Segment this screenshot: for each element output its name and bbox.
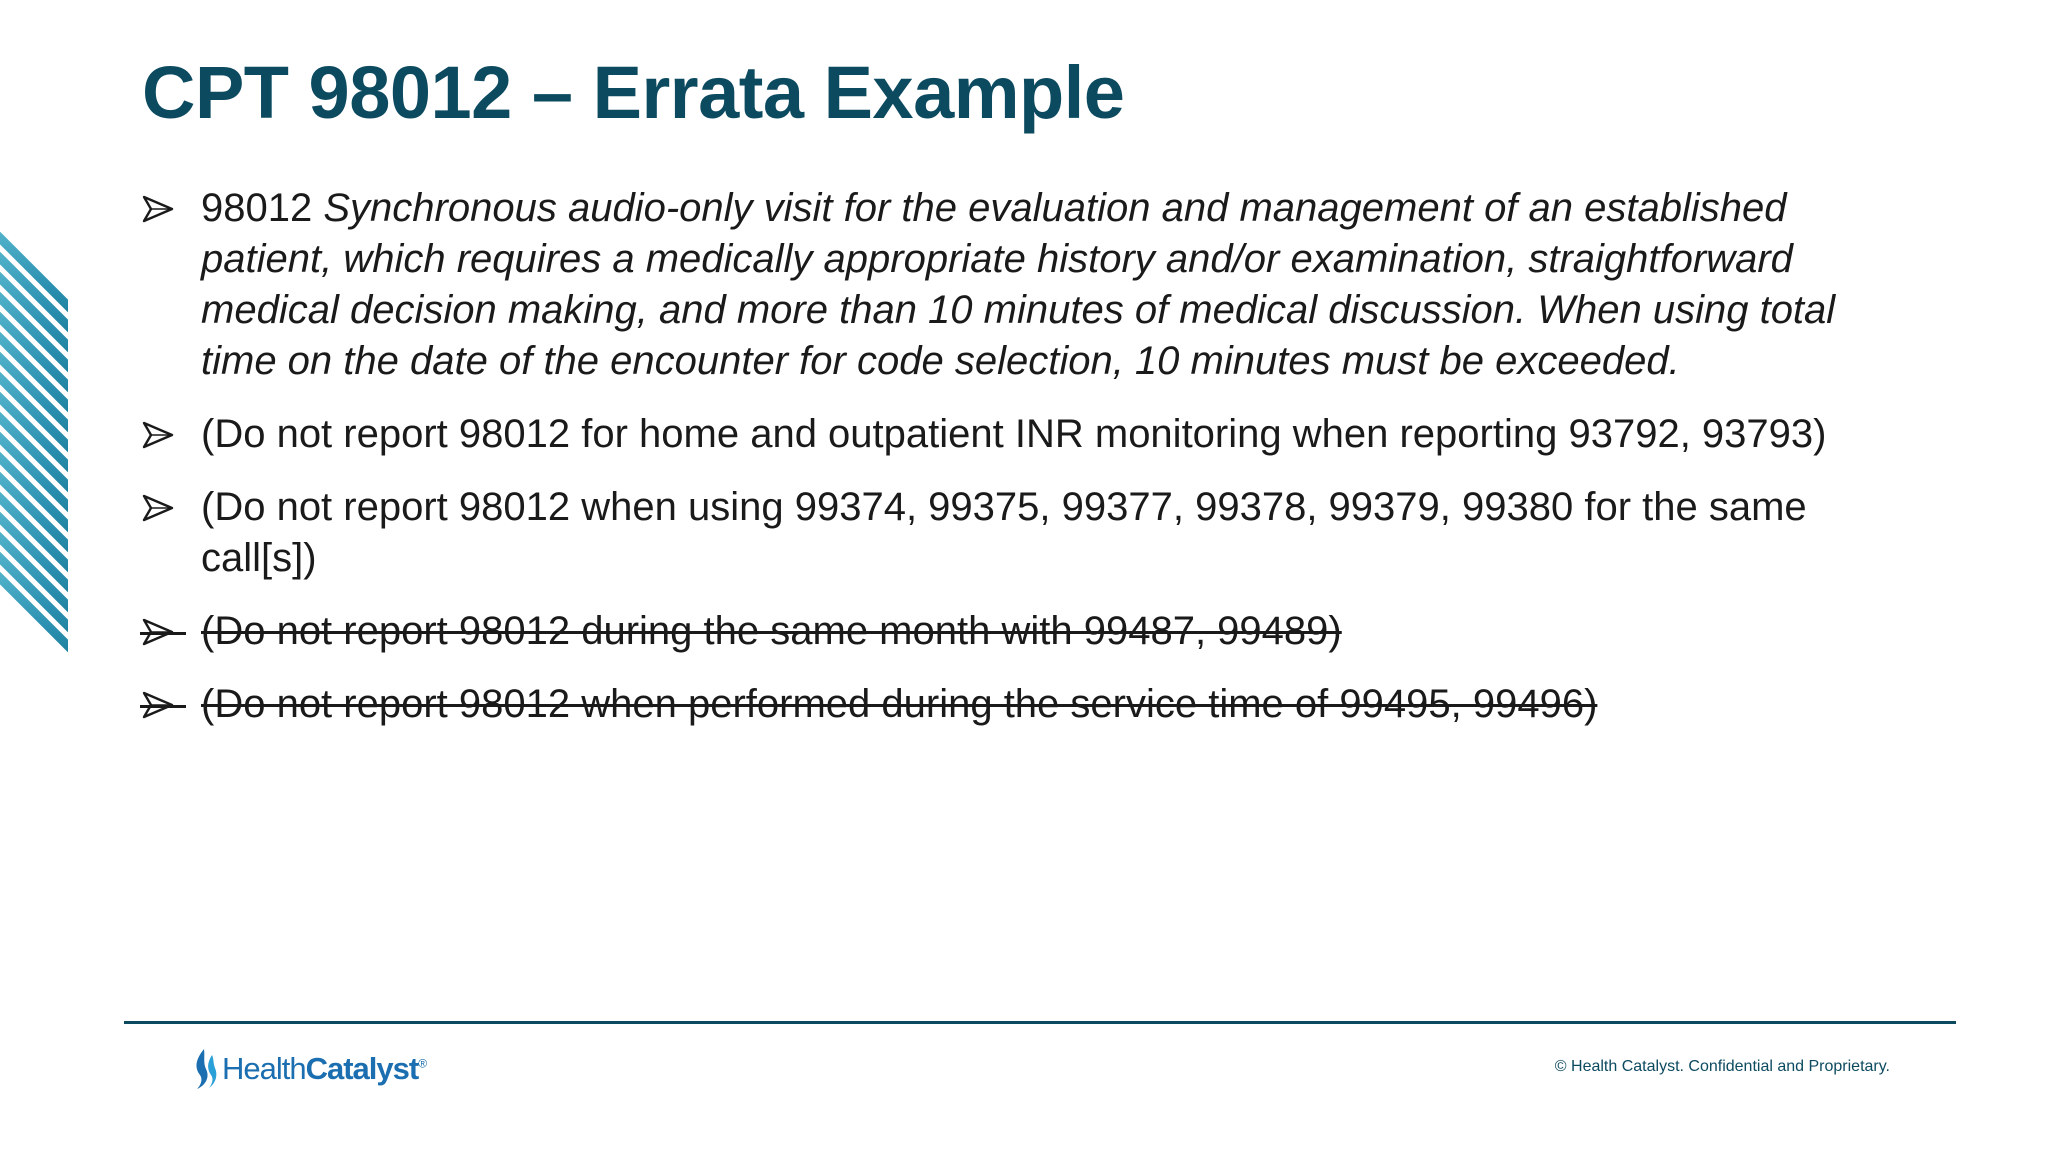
footer-divider	[124, 1021, 1956, 1024]
bullet-item-same-call	[142, 482, 1892, 584]
bullet-text: (Do not report 98012 for home and outpatient INR monitoring when reporting 93792, 93793)	[201, 412, 1827, 456]
bullet-item-struck-same-month	[142, 606, 1892, 657]
bullet-text	[201, 186, 1835, 383]
bullet-item-struck-service-time	[142, 679, 1892, 730]
strikethrough-line	[140, 705, 186, 708]
bullet-text: (Do not report 98012 when using 99374, 99375, 99377, 99378, 99379, 99380 for the same call[s])	[201, 485, 1807, 580]
bullet-list	[142, 183, 1892, 752]
copyright-notice: © Health Catalyst. Confidential and Proprietary.	[1554, 1058, 1890, 1075]
cpt-code: 98012	[201, 186, 313, 230]
bullet-item-98012-descriptor	[142, 183, 1892, 387]
arrowhead-bullet-icon	[142, 494, 174, 522]
diagonal-stripes-decoration	[0, 218, 68, 654]
arrowhead-bullet-icon	[142, 421, 174, 449]
logo-wordmark	[222, 1051, 426, 1087]
health-catalyst-logo	[192, 1043, 426, 1095]
code-description: Synchronous audio-only visit for the evaluation and management of an established patient, which requires a medically appropriate history and/or examination, straightforward medical decision making, and more than 10 minutes of medical discussion. When using total time on the date of the encounter for code selection, 10 minutes must be exceeded.	[201, 186, 1836, 383]
bullet-item-inr-monitoring	[142, 409, 1892, 460]
strikethrough-line	[140, 632, 186, 635]
logo-word-catalyst: Catalyst	[305, 1051, 419, 1086]
flame-logo-icon	[192, 1047, 218, 1091]
logo-trademark: ®	[418, 1056, 427, 1071]
slide-title: CPT 98012 – Errata Example	[142, 51, 1125, 134]
logo-word-health: Health	[222, 1051, 306, 1086]
bullet-text-struck: (Do not report 98012 when performed during the service time of 99495, 99496)	[201, 682, 1598, 726]
bullet-text-struck: (Do not report 98012 during the same month with 99487, 99489)	[201, 609, 1342, 653]
arrowhead-bullet-icon	[142, 195, 174, 223]
